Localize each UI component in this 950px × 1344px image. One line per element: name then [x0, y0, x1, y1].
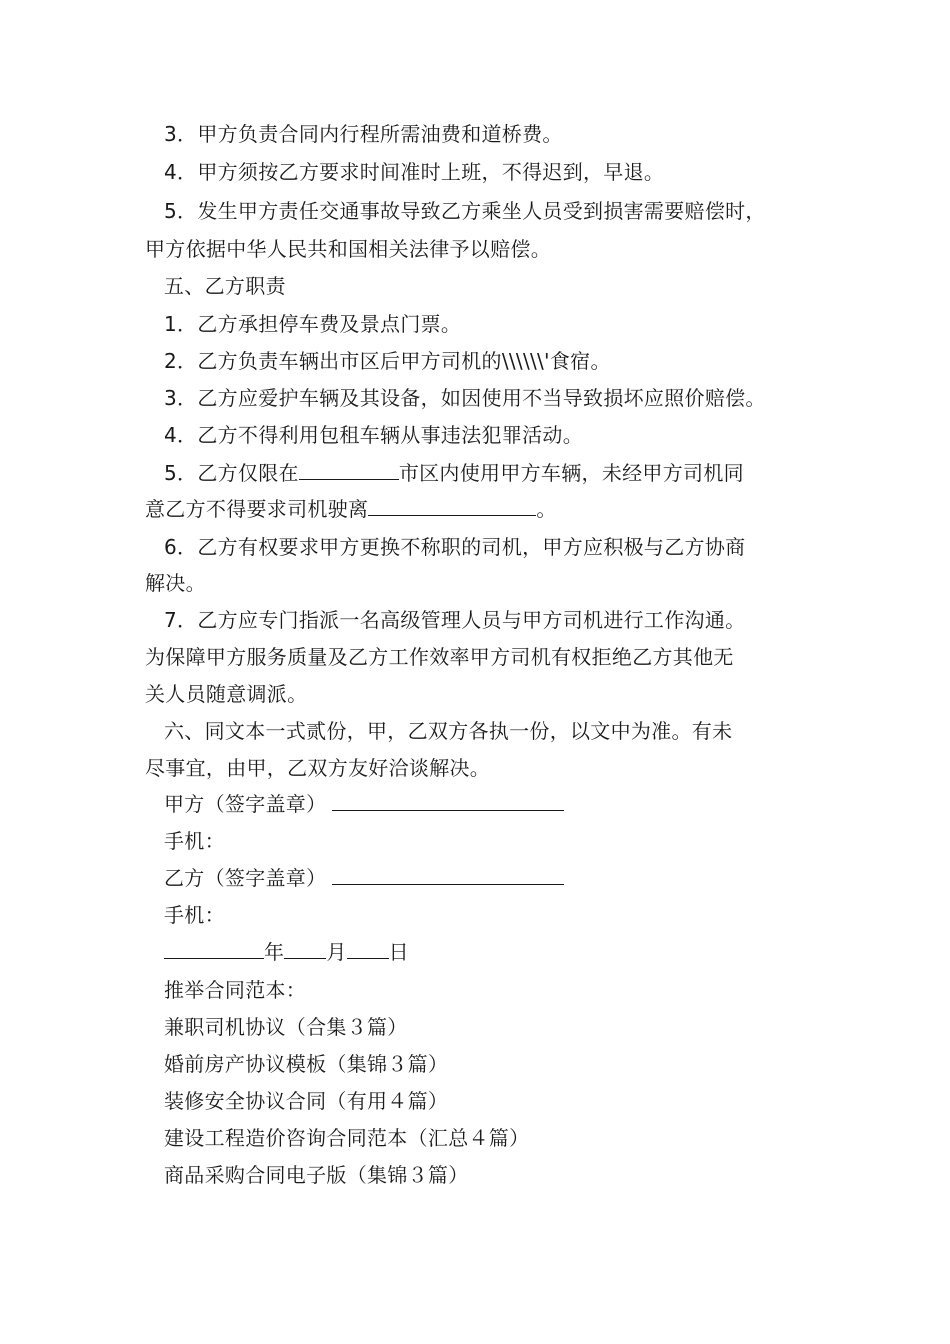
- party-b-sign-label: 乙方（签字盖章）: [164, 866, 327, 890]
- section-six-line1: 六、同文本一式贰份，甲，乙双方各执一份，以文中为准。有未: [164, 719, 733, 743]
- clause-b4: 4．乙方不得利用包租车辆从事违法犯罪活动。: [164, 423, 584, 447]
- party-b-sign-blank: [332, 864, 564, 885]
- month-blank: [284, 938, 326, 959]
- section-five-heading: 五、乙方职责: [164, 274, 286, 298]
- clause-b2: 2．乙方负责车辆出市区后甲方司机的\\\\\\'食宿。: [164, 349, 611, 373]
- clause-a4: 4．甲方须按乙方要求时间准时上班，不得迟到，早退。: [164, 160, 665, 184]
- recommend-link-2[interactable]: 婚前房产协议模板（集锦３篇）: [164, 1052, 449, 1076]
- day-blank: [347, 938, 389, 959]
- clause-b5-line1: [164, 459, 744, 487]
- month-label: 月: [326, 940, 347, 964]
- clause-b6-line1: 6．乙方有权要求甲方更换不称职的司机，甲方应积极与乙方协商: [164, 535, 746, 559]
- clause-b3: 3．乙方应爱护车辆及其设备，如因使用不当导致损坏应照价赔偿。: [164, 386, 766, 410]
- clause-b7-line1: 7．乙方应专门指派一名高级管理人员与甲方司机进行工作沟通。: [164, 608, 746, 632]
- location-blank: [299, 459, 399, 480]
- day-label: 日: [388, 940, 409, 964]
- party-a-sign-blank: [332, 790, 564, 811]
- clause-b7-line2: 为保障甲方服务质量及乙方工作效率甲方司机有权拒绝乙方其他无: [145, 645, 734, 669]
- clause-b5-text-after: 市区内使用甲方车辆，未经甲方司机同: [398, 461, 744, 485]
- year-blank: [164, 938, 264, 959]
- date-line: [164, 938, 409, 966]
- clause-b7-line3: 关人员随意调派。: [145, 682, 308, 706]
- party-a-phone: 手机：: [164, 829, 225, 853]
- party-a-signature: [164, 790, 564, 818]
- clause-a5-line1: 5．发生甲方责任交通事故导致乙方乘坐人员受到损害需要赔偿时，: [164, 199, 766, 223]
- distance-blank: [368, 495, 536, 516]
- recommend-link-3[interactable]: 装修安全协议合同（有用４篇）: [164, 1089, 449, 1113]
- year-label: 年: [264, 940, 285, 964]
- clause-a3: 3．甲方负责合同内行程所需油费和道桥费。: [164, 122, 563, 146]
- recommend-title: 推举合同范本：: [164, 978, 307, 1002]
- clause-b5-line2-before: 意乙方不得要求司机驶离: [145, 497, 369, 521]
- clause-b5-line2: [145, 495, 557, 523]
- party-b-signature: [164, 864, 564, 892]
- party-b-phone: 手机：: [164, 903, 225, 927]
- clause-b6-line2: 解决。: [145, 571, 206, 595]
- party-a-sign-label: 甲方（签字盖章）: [164, 792, 327, 816]
- recommend-link-1[interactable]: 兼职司机协议（合集３篇）: [164, 1015, 408, 1039]
- recommend-link-5[interactable]: 商品采购合同电子版（集锦３篇）: [164, 1163, 469, 1187]
- clause-a5-line2: 甲方依据中华人民共和国相关法律予以赔偿。: [145, 237, 551, 261]
- section-six-line2: 尽事宜，由甲，乙双方友好洽谈解决。: [145, 756, 491, 780]
- clause-b5-text-before: 5．乙方仅限在: [164, 461, 299, 485]
- clause-b5-line2-after: 。: [536, 497, 557, 521]
- recommend-link-4[interactable]: 建设工程造价咨询合同范本（汇总４篇）: [164, 1126, 530, 1150]
- clause-b1: 1．乙方承担停车费及景点门票。: [164, 312, 462, 336]
